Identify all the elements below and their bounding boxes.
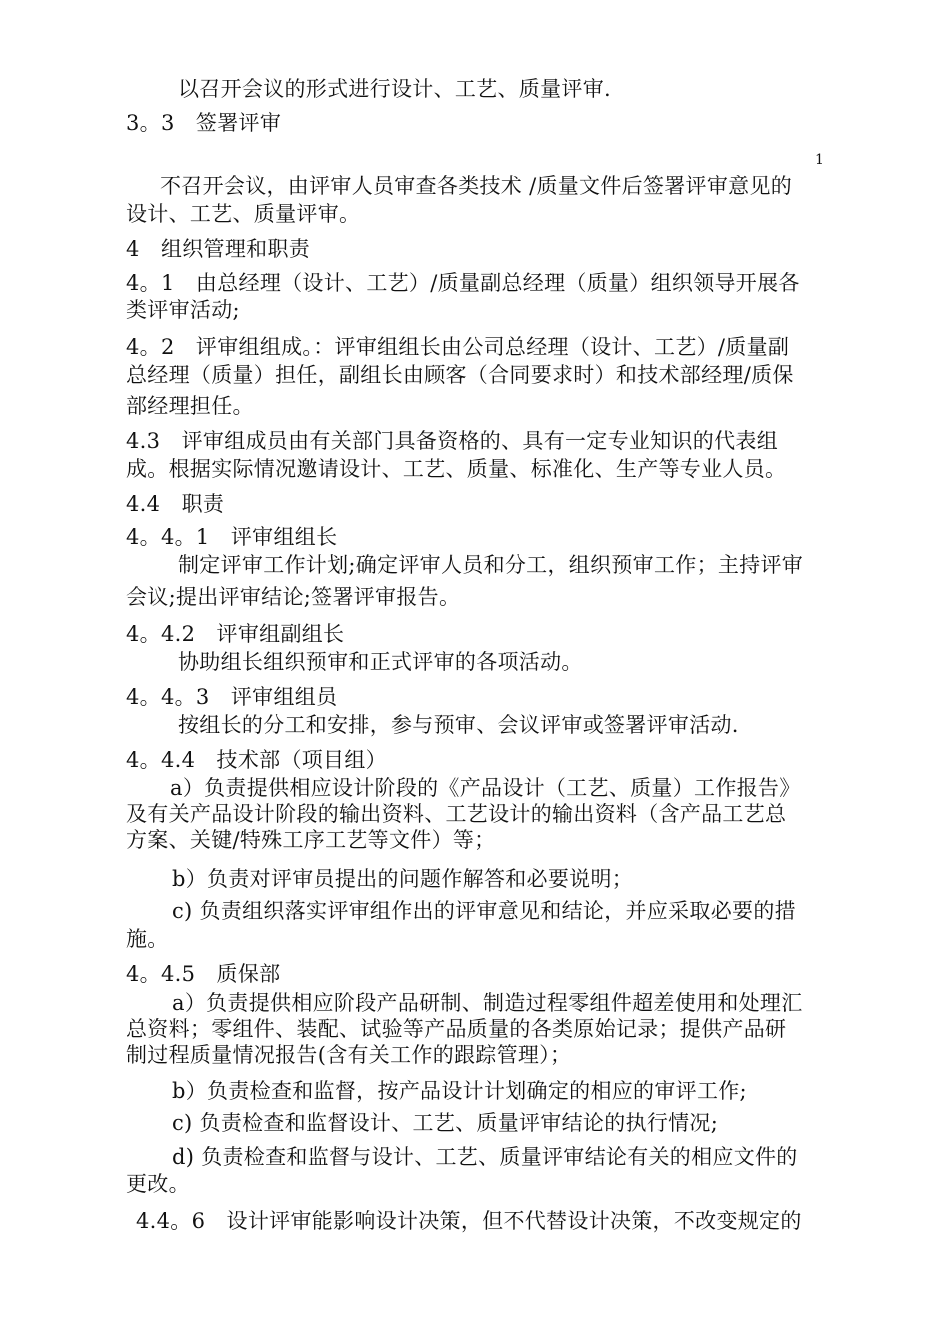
text-line: b）负责检查和监督，按产品设计计划确定的相应的审评工作; (172, 1079, 747, 1103)
text-line: 设计、工艺、质量评审。 (126, 202, 361, 226)
text-line: 4。1 由总经理（设计、工艺）/质量副总经理（质量）组织领导开展各 (126, 271, 800, 295)
text-line: 成。根据实际情况邀请设计、工艺、质量、标准化、生产等专业人员。 (126, 457, 787, 481)
text-line: 施。 (126, 927, 169, 951)
text-line: 总资料；零组件、装配、试验等产品质量的各类原始记录；提供产品研 (126, 1017, 787, 1041)
section-heading: 4。4。1 评审组组长 (126, 525, 338, 549)
text-line: a）负责提供相应设计阶段的《产品设计（工艺、质量）工作报告》 (170, 776, 801, 800)
text-line: 不召开会议，由评审人员审查各类技术 /质量文件后签署评审意见的 (160, 174, 793, 198)
text-line: 部经理担任。 (126, 394, 254, 418)
section-heading: 4。4.4 技术部（项目组） (126, 748, 387, 772)
text-line: 类评审活动; (126, 298, 240, 322)
text-line: 协助组长组织预审和正式评审的各项活动。 (178, 650, 583, 674)
text-line: 4.4。6 设计评审能影响设计决策，但不代替设计决策，不改变规定的 (136, 1209, 802, 1233)
section-heading: 4.4 职责 (126, 492, 225, 516)
section-heading: 4。4.5 质保部 (126, 962, 281, 986)
section-heading: 4。4。3 评审组组员 (126, 685, 338, 709)
text-line: 制过程质量情况报告(含有关工作的跟踪管理）； (126, 1043, 572, 1067)
page-number: 1 (815, 152, 824, 168)
text-line: 更改。 (126, 1172, 190, 1196)
text-line: b）负责对评审员提出的问题作解答和必要说明； (172, 867, 634, 891)
text-line: 制定评审工作计划;确定评审人员和分工，组织预审工作；主持评审 (178, 553, 804, 577)
text-line: 总经理（质量）担任，副组长由顾客（合同要求时）和技术部经理/质保 (126, 363, 794, 387)
text-line: 会议;提出评审结论;签署评审报告。 (126, 585, 461, 609)
text-line: d) 负责检查和监督与设计、工艺、质量评审结论有关的相应文件的 (172, 1145, 798, 1169)
section-heading: 4。4.2 评审组副组长 (126, 622, 345, 646)
text-line: c) 负责组织落实评审组作出的评审意见和结论，并应采取必要的措 (172, 899, 796, 923)
text-line: 方案、关键/特殊工序工艺等文件）等； (126, 828, 496, 852)
text-line: 以召开会议的形式进行设计、工艺、质量评审. (178, 77, 611, 101)
section-heading: 4 组织管理和职责 (126, 237, 311, 261)
text-line: 按组长的分工和安排，参与预审、会议评审或签署评审活动. (178, 713, 739, 737)
text-line: a）负责提供相应阶段产品研制、制造过程零组件超差使用和处理汇 (172, 991, 803, 1015)
text-line: 及有关产品设计阶段的输出资料、工艺设计的输出资料（含产品工艺总 (126, 802, 787, 826)
text-line: 4.3 评审组成员由有关部门具备资格的、具有一定专业知识的代表组 (126, 429, 778, 453)
section-heading: 3。3 签署评审 (126, 111, 282, 135)
text-line: c) 负责检查和监督设计、工艺、质量评审结论的执行情况; (172, 1111, 719, 1135)
text-line: 4。2 评审组组成。：评审组组长由公司总经理（设计、工艺）/质量副 (126, 335, 790, 359)
